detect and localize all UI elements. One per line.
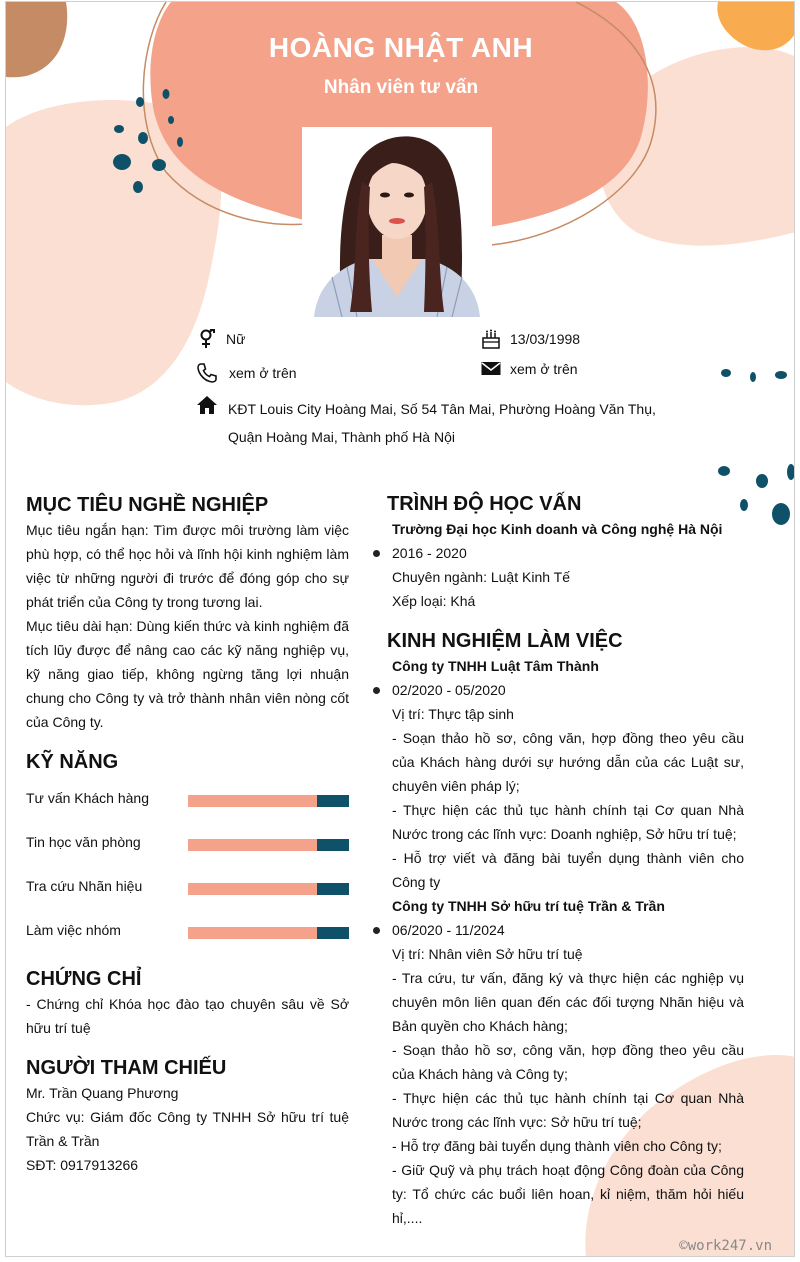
job-duty: - Tra cứu, tư vấn, đăng ký và thực hiện các nghiệp vụ chuyên môn liên quan đến các đối tượng Nhãn hiệu và Bản quyền cho Khách hàng; <box>392 970 744 1034</box>
skill-bar-fill <box>317 883 349 895</box>
education-school: Trường Đại học Kinh doanh và Công nghệ Hà Nội <box>392 521 723 537</box>
job-duty: - Hỗ trợ đăng bài tuyển dụng thành viên cho Công ty; <box>392 1138 722 1154</box>
cake-icon <box>480 328 502 350</box>
birthday-row <box>480 328 580 350</box>
timeline-bullet <box>373 550 380 557</box>
teal-dots-right <box>718 369 795 525</box>
email-value: xem ở trên <box>510 361 578 377</box>
mail-icon <box>480 358 502 380</box>
phone-row <box>196 362 297 384</box>
timeline-bullet <box>373 687 380 694</box>
skill-bar-fill <box>317 795 349 807</box>
address-row-icon <box>196 394 226 416</box>
candidate-role: Nhân viên tư vấn <box>323 77 479 98</box>
skill-bar-fill <box>317 927 349 939</box>
gender-icon <box>196 328 218 350</box>
skill-bar <box>188 927 349 939</box>
job-company: Công ty TNHH Luật Tâm Thành <box>392 658 599 674</box>
email-row <box>480 358 578 380</box>
experience-title: KINH NGHIỆM LÀM VIỆC <box>387 630 623 652</box>
references-title: NGƯỜI THAM CHIẾU <box>26 1057 227 1079</box>
education-body <box>392 517 744 613</box>
phone-value: xem ở trên <box>229 365 297 381</box>
cv-page <box>5 1 795 1257</box>
skill-bar-fill <box>317 839 349 851</box>
reference-name: Mr. Trần Quang Phương <box>26 1085 179 1101</box>
skill-bar <box>188 795 349 807</box>
job-position: Vị trí: Nhân viên Sở hữu trí tuệ <box>392 946 583 962</box>
watermark: ©work247.vn <box>679 1238 772 1254</box>
education-title: TRÌNH ĐỘ HỌC VẤN <box>387 493 582 515</box>
address <box>228 395 678 451</box>
job-period: 02/2020 - 05/2020 <box>392 682 506 698</box>
address-line-1: KĐT Louis City Hoàng Mai, Số 54 Tân Mai, Phường Hoàng Văn Thụ, <box>228 401 656 417</box>
portrait-drawing <box>302 127 492 317</box>
certificates-text: - Chứng chỉ Khóa học đào tạo chuyên sâu về Sở hữu trí tuệ <box>26 996 349 1036</box>
job-duty: - Soạn thảo hồ sơ, công văn, hợp đồng theo yêu cầu của Khách hàng và Công ty; <box>392 1042 744 1082</box>
job-duty: - Thực hiện các thủ tục hành chính tại Cơ quan Nhà Nước trong các lĩnh vực: Sở hữu trí tuệ; <box>392 1090 744 1130</box>
job-period: 06/2020 - 11/2024 <box>392 922 505 938</box>
job-duty: - Hỗ trợ viết và đăng bài tuyển dụng thành viên cho Công ty <box>392 850 744 890</box>
skill-label: Làm việc nhóm <box>26 922 121 938</box>
phone-icon <box>196 362 218 384</box>
job-duty: - Thực hiện các thủ tục hành chính tại Cơ quan Nhà Nước trong các lĩnh vực: Doanh nghiệp, Sở hữu trí tuệ; <box>392 802 744 842</box>
skill-label: Tra cứu Nhãn hiệu <box>26 878 143 894</box>
skill-label: Tư vấn Khách hàng <box>26 790 150 806</box>
profile-photo <box>302 127 492 317</box>
objective-short-term: Mục tiêu ngắn hạn: Tìm được môi trường làm việc phù hợp, có thể học hỏi và lĩnh hội kinh nghiệm làm việc từ những người đi trước để đóng góp cho sự phát triển của Công ty trong tương lai. <box>26 522 349 610</box>
objective-body <box>26 518 349 734</box>
birthday-value: 13/03/1998 <box>510 331 581 347</box>
reference-phone: SĐT: 0917913266 <box>26 1157 139 1173</box>
skill-bar <box>188 883 349 895</box>
skill-label: Tin học văn phòng <box>26 834 141 850</box>
job-company: Công ty TNHH Sở hữu trí tuệ Trần & Trần <box>392 898 665 914</box>
education-period: 2016 - 2020 <box>392 545 467 561</box>
education-major: Chuyên ngành: Luật Kinh Tế <box>392 569 570 585</box>
candidate-name: HOÀNG NHẬT ANH <box>268 32 534 63</box>
address-line-2: Quận Hoàng Mai, Thành phố Hà Nội <box>228 429 455 445</box>
home-icon <box>196 394 218 416</box>
education-rank: Xếp loại: Khá <box>392 593 476 609</box>
job-duty: - Soạn thảo hồ sơ, công văn, hợp đồng theo yêu cầu của Khách hàng dưới sự hướng dẫn của các Luật sư, chuyên viên pháp lý; <box>392 730 744 794</box>
skills-title: KỸ NĂNG <box>26 751 119 773</box>
timeline-bullet <box>373 927 380 934</box>
reference-position: Chức vụ: Giám đốc Công ty TNHH Sở hữu trí tuệ Trần & Trần <box>26 1109 349 1149</box>
objective-long-term: Mục tiêu dài hạn: Dùng kiến thức và kinh nghiệm đã tích lũy được để nâng cao các kỹ năng nghiệp vụ, kỹ năng giao tiếp, không ngừng tăng lợi nhuận chung cho Công ty và trở thành nhân viên nòng cốt của Công ty. <box>26 618 350 730</box>
references-body <box>26 1081 349 1177</box>
job-position: Vị trí: Thực tập sinh <box>392 706 514 722</box>
objective-title: MỤC TIÊU NGHỀ NGHIỆP <box>26 494 269 516</box>
job-duty: - Giữ Quỹ và phụ trách hoạt động Công đoàn của Công ty: Tổ chức các buổi liên hoan, kỉ niệm, thăm hỏi hiếu hỉ,.... <box>392 1162 744 1226</box>
gender-value: Nữ <box>226 331 246 347</box>
gender-row <box>196 328 245 350</box>
experience-body <box>392 654 744 1230</box>
certificates-title: CHỨNG CHỈ <box>26 968 142 990</box>
skill-bar <box>188 839 349 851</box>
